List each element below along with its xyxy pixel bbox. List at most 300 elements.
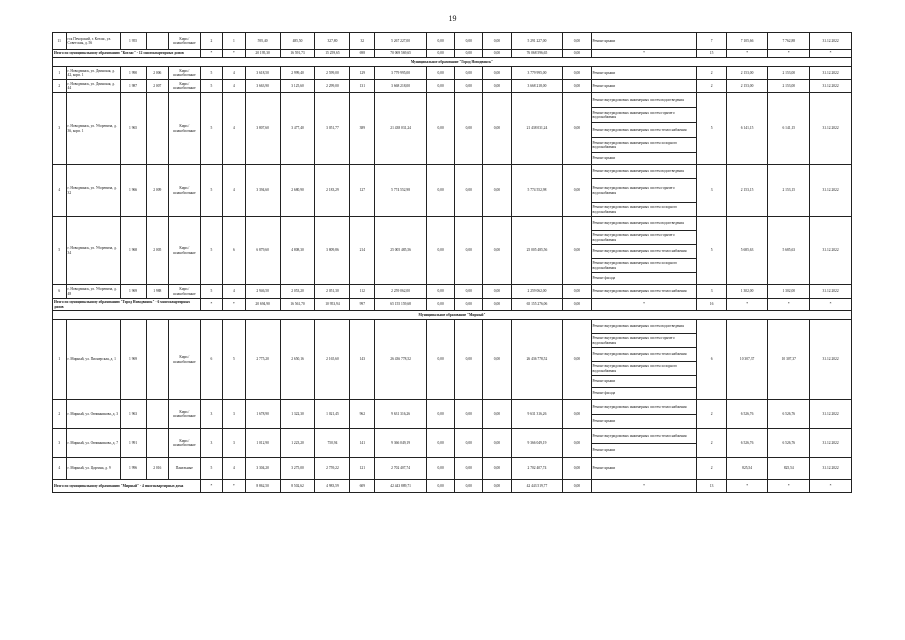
table-cell: 1 302,00 xyxy=(726,285,768,299)
table-cell: 7 762,88 xyxy=(768,33,810,50)
table-cell: * xyxy=(810,50,852,58)
table-cell: 3 668 218,00 xyxy=(511,80,563,93)
table-cell: 825,54 xyxy=(726,458,768,480)
table-cell: Ремонт внутридомовых инженерных систем горячего водоснабжения xyxy=(591,231,697,245)
table-cell: 3 807,60 xyxy=(245,93,280,165)
table-cell: 5 xyxy=(200,217,223,285)
table-cell: 16 561,70 xyxy=(280,299,315,311)
table-cell: 2 006 xyxy=(146,67,169,80)
table-cell: 2 051,30 xyxy=(315,285,350,299)
table-cell: Кирп./ шлакоблочные xyxy=(169,93,201,165)
table-cell: 0,00 xyxy=(455,480,483,493)
table-cell: 0,00 xyxy=(483,80,511,93)
table-cell: 31.12.2022 xyxy=(810,80,852,93)
table-cell: 131 xyxy=(350,80,375,93)
table-cell: г. Новодвинск, ул. Уборевича, д. 34 xyxy=(66,217,120,285)
table-cell: 2 xyxy=(697,429,726,458)
table-cell: 2 259 062,00 xyxy=(511,285,563,299)
table-cell: 5 685,63 xyxy=(768,217,810,285)
table-cell: 4 xyxy=(223,93,246,165)
table-cell: 20 694,90 xyxy=(245,299,280,311)
table-cell: 0,00 xyxy=(455,33,483,50)
table-cell: 4 808,30 xyxy=(280,217,315,285)
table-cell: Муниципальное образование "Город Новодвинск" xyxy=(53,58,852,67)
table-cell: 112 xyxy=(350,285,375,299)
table-cell: 5 xyxy=(200,285,223,299)
table-cell: * xyxy=(223,50,246,58)
table-cell: 5 xyxy=(200,67,223,80)
table-cell: Кирп./ шлакоблочные xyxy=(169,33,201,50)
table-cell: * xyxy=(200,299,223,311)
table-cell: 70 069 569,65 xyxy=(375,50,427,58)
table-cell: 2 650,16 xyxy=(280,320,315,400)
table-cell: Кирп./ шлакоблочные xyxy=(169,80,201,93)
table-cell: 3 xyxy=(53,429,67,458)
table-cell: Ремонт внутридомовых инженерных систем горячего водоснабжения xyxy=(591,108,697,123)
table-cell: 9 366 049,19 xyxy=(511,429,563,458)
table-cell: 1 991 xyxy=(120,429,146,458)
table-cell: 1 969 xyxy=(120,285,146,299)
table-cell xyxy=(146,93,169,165)
table-cell: * xyxy=(768,50,810,58)
table-cell: * xyxy=(726,50,768,58)
table-cell: 31.12.2022 xyxy=(810,285,852,299)
table-cell: 0,00 xyxy=(427,480,455,493)
table-cell: 0,00 xyxy=(563,458,591,480)
table-cell: 31.12.2022 xyxy=(810,93,852,165)
table-cell: 2 xyxy=(53,400,67,429)
table-cell: 16 xyxy=(697,299,726,311)
table-cell: 31.12.2022 xyxy=(810,33,852,50)
table-cell: Кирп./ шлакоблочные xyxy=(169,429,201,458)
table-cell: 214 xyxy=(350,217,375,285)
table-cell: 2 xyxy=(53,80,67,93)
repair-program-table xyxy=(52,32,852,493)
table-cell: Ремонт фасада xyxy=(591,273,697,285)
table-cell: Кирп./ шлакоблочные xyxy=(169,320,201,400)
table-cell: 1 996 xyxy=(120,458,146,480)
section-header-row xyxy=(53,58,852,67)
table-cell: * xyxy=(591,480,697,493)
table-row xyxy=(53,50,852,58)
table-cell: 9 631 316,26 xyxy=(375,400,427,429)
table-cell: 5 xyxy=(697,217,726,285)
table-cell: 3 125,60 xyxy=(280,80,315,93)
table-cell: г. Новодвинск, ул. Двинская, д. 44 xyxy=(66,80,120,93)
table-cell: 65 155 276,06 xyxy=(511,299,563,311)
table-cell: 26 436 778,52 xyxy=(375,320,427,400)
table-cell: 26 436 778,52 xyxy=(511,320,563,400)
table-cell: 0,00 xyxy=(483,480,511,493)
table-cell: Кирп./ шлакоблочные xyxy=(169,165,201,217)
table-cell: 1 955 xyxy=(120,33,146,50)
table-row xyxy=(53,217,852,231)
table-cell: * xyxy=(200,50,223,58)
table-cell: 3 275,00 xyxy=(280,458,315,480)
table-cell: 3 xyxy=(223,429,246,458)
table-cell: 2 702 407,74 xyxy=(375,458,427,480)
table-cell: 1 xyxy=(53,320,67,400)
table-cell: * xyxy=(768,480,810,493)
table-cell: 3 663,90 xyxy=(245,80,280,93)
table-cell: 2 xyxy=(697,80,726,93)
table-cell: 20 195,30 xyxy=(245,50,280,58)
table-cell: 2 xyxy=(697,400,726,429)
table-cell: Ремонт внутридомовых инженерных систем теплоснабжения xyxy=(591,123,697,138)
table-cell: * xyxy=(726,299,768,311)
table-cell: 2 053,20 xyxy=(280,285,315,299)
table-cell: 1 xyxy=(53,67,67,80)
table-cell: 1 965 xyxy=(120,93,146,165)
table-cell: 5 685,63 xyxy=(726,217,768,285)
table-cell: 3 xyxy=(697,285,726,299)
table-cell: 1 302,00 xyxy=(768,285,810,299)
table-row xyxy=(53,458,852,480)
table-cell: 4 983,59 xyxy=(315,480,350,493)
table-cell: Ремонт крыши xyxy=(591,67,697,80)
table-cell: 0,00 xyxy=(563,93,591,165)
table-cell: 0,00 xyxy=(563,80,591,93)
table-cell: 2 xyxy=(697,458,726,480)
table-cell: Ремонт внутридомовых инженерных систем теплоснабжения xyxy=(591,400,697,415)
table-cell: 0,00 xyxy=(483,400,511,429)
table-cell: 0,00 xyxy=(455,285,483,299)
table-cell: 42 443 519,77 xyxy=(511,480,563,493)
table-cell: 0,00 xyxy=(427,320,455,400)
table-cell: Ремонт внутридомовых инженерных систем теплоснабжения xyxy=(591,348,697,362)
table-cell: г. Новодвинск, ул. Уборевича, д. 48 xyxy=(66,285,120,299)
table-cell: 11 xyxy=(53,33,67,50)
table-cell: 0,00 xyxy=(427,217,455,285)
table-cell: 5 xyxy=(223,320,246,400)
table-cell: 1 012,90 xyxy=(245,429,280,458)
table-row xyxy=(53,429,852,444)
table-cell: 1 678,90 xyxy=(245,400,280,429)
table-row xyxy=(53,320,852,334)
table-cell: 0,00 xyxy=(563,320,591,400)
table-cell: 6 141,15 xyxy=(726,93,768,165)
table-cell: 9 631 316,26 xyxy=(511,400,563,429)
table-row xyxy=(53,400,852,415)
table-cell: Ремонт фасада xyxy=(591,388,697,400)
table-cell: 1 968 xyxy=(120,217,146,285)
table-cell: Кирп./ шлакоблочные xyxy=(169,400,201,429)
table-cell: Итого по муниципальному образованию "Город Новодвинск" - 6 многоквартирных домов xyxy=(53,299,201,311)
table-cell xyxy=(146,429,169,458)
table-cell: * xyxy=(591,50,697,58)
table-cell: 2 599,00 xyxy=(315,67,350,80)
table-cell: 121 xyxy=(350,458,375,480)
table-cell: г. Мирный, ул. Овчинникова, д. 3 xyxy=(66,400,120,429)
table-cell xyxy=(146,320,169,400)
table-cell: 0,00 xyxy=(427,80,455,93)
table-cell: 0,00 xyxy=(483,33,511,50)
table-cell: Кирп./ шлакоблочные xyxy=(169,217,201,285)
table-cell: 0,00 xyxy=(483,320,511,400)
table-cell: * xyxy=(200,480,223,493)
table-cell: 3 394,60 xyxy=(245,165,280,217)
table-cell: 0,00 xyxy=(455,67,483,80)
table-cell: 1 988 xyxy=(146,285,169,299)
table-cell: 129 xyxy=(350,67,375,80)
table-cell: 0,00 xyxy=(563,299,591,311)
table-cell: 25 005 485,56 xyxy=(511,217,563,285)
table-cell: 0,00 xyxy=(455,429,483,458)
table-row xyxy=(53,93,852,108)
table-cell: 31.12.2022 xyxy=(810,400,852,429)
table-cell: 2 702 407,74 xyxy=(511,458,563,480)
table-cell: 0,00 xyxy=(455,93,483,165)
table-cell: 6 xyxy=(223,217,246,285)
table-cell: 0,00 xyxy=(427,400,455,429)
table-cell xyxy=(146,400,169,429)
table-cell: 327,80 xyxy=(315,33,350,50)
table-cell: 0,00 xyxy=(563,480,591,493)
table-cell: 31.12.2022 xyxy=(810,320,852,400)
table-cell: 2 153,00 xyxy=(726,80,768,93)
table-cell: 0,00 xyxy=(483,299,511,311)
table-cell: 6 526,76 xyxy=(768,429,810,458)
table-cell: * xyxy=(591,299,697,311)
table-cell: 2 183,29 xyxy=(315,165,350,217)
table-cell: 1 987 xyxy=(120,80,146,93)
table-cell: 15 259,65 xyxy=(315,50,350,58)
table-cell: 0,00 xyxy=(563,33,591,50)
table-cell: Ремонт внутридомовых инженерных систем водоотведения xyxy=(591,217,697,231)
table-cell: Кирп./ шлакоблочные xyxy=(169,67,201,80)
table-cell: 0,00 xyxy=(563,50,591,58)
table-cell: 8 862,50 xyxy=(245,480,280,493)
table-cell: 7 xyxy=(697,33,726,50)
table-cell: 2 299,00 xyxy=(315,80,350,93)
table-cell: 2 165,60 xyxy=(315,320,350,400)
table-cell: 0,00 xyxy=(483,429,511,458)
table-cell: 3 668 218,00 xyxy=(375,80,427,93)
table-cell: 2 775,20 xyxy=(245,320,280,400)
table-cell: 2 759,22 xyxy=(315,458,350,480)
table-cell: 3 779 995,00 xyxy=(511,67,563,80)
table-row xyxy=(53,165,852,179)
table-cell: 4 xyxy=(53,458,67,480)
table-cell: 31.12.2022 xyxy=(810,429,852,458)
table-cell: 65 155 159,68 xyxy=(375,299,427,311)
table-row xyxy=(53,67,852,80)
table-cell: 3 618,50 xyxy=(245,67,280,80)
table-cell: 5 xyxy=(200,80,223,93)
table-cell: 3 304,20 xyxy=(245,458,280,480)
table-cell: 3 xyxy=(200,429,223,458)
table-cell: 6 879,60 xyxy=(245,217,280,285)
table-cell: 143 xyxy=(350,320,375,400)
table-cell: 2 007 xyxy=(146,80,169,93)
table-cell: 0,00 xyxy=(427,67,455,80)
table-cell: Ремонт крыши xyxy=(591,80,697,93)
table-cell: 0,00 xyxy=(483,458,511,480)
table-cell: * xyxy=(810,299,852,311)
table-cell: 16 591,73 xyxy=(280,50,315,58)
table-cell: 42 443 889,71 xyxy=(375,480,427,493)
table-cell: * xyxy=(223,299,246,311)
table-cell: 0,00 xyxy=(427,50,455,58)
table-cell: 997 xyxy=(350,299,375,311)
table-cell: 0,00 xyxy=(427,165,455,217)
table-cell: Итого по муниципальному образованию "Котлас" - 12 многоквартирных домов xyxy=(53,50,201,58)
table-cell: 9 366 049,19 xyxy=(375,429,427,458)
table-cell: Ремонт внутридомовых инженерных систем горячего водоснабжения xyxy=(591,179,697,203)
table-cell: 5 xyxy=(53,217,67,285)
table-cell: 32 xyxy=(350,33,375,50)
table-cell: 962 xyxy=(350,400,375,429)
table-cell: Ремонт крыши xyxy=(591,376,697,388)
table-cell: Ремонт внутридомовых инженерных систем водоотведения xyxy=(591,93,697,108)
table-cell: Ремонт внутридомовых инженерных систем теплоснабжения xyxy=(591,245,697,259)
table-cell: Ремонт внутридомовых инженерных систем холодного водоснабжения xyxy=(591,203,697,217)
table-cell: 31.12.2022 xyxy=(810,217,852,285)
table-cell: 0,00 xyxy=(427,299,455,311)
table-cell: 8 502,62 xyxy=(280,480,315,493)
table-cell: * xyxy=(726,480,768,493)
table-cell: Кирп./ шлакоблочные xyxy=(169,285,201,299)
table-cell: Ремонт крыши xyxy=(591,415,697,429)
table-cell: 3 xyxy=(200,400,223,429)
table-cell: 6 526,76 xyxy=(726,429,768,458)
table-cell: 4 xyxy=(53,165,67,217)
table-cell: Ремонт крыши xyxy=(591,458,697,480)
table-row xyxy=(53,480,852,493)
table-cell: * xyxy=(810,480,852,493)
table-cell: 5 xyxy=(200,165,223,217)
table-cell: 4 xyxy=(223,458,246,480)
table-cell: 0,00 xyxy=(563,400,591,429)
table-cell: 1 xyxy=(223,33,246,50)
table-cell: 0,00 xyxy=(563,429,591,458)
table-cell: г. Мирный, ул. Царгина, д. 9 xyxy=(66,458,120,480)
table-cell: 609 xyxy=(350,480,375,493)
table-cell: 0,00 xyxy=(455,80,483,93)
table-row xyxy=(53,285,852,299)
table-cell: 3 xyxy=(223,400,246,429)
table-cell: * xyxy=(768,299,810,311)
section-header-row xyxy=(53,311,852,320)
table-cell: 3 779 995,00 xyxy=(375,67,427,80)
table-cell: 2 153,15 xyxy=(726,165,768,217)
table-cell: 698 xyxy=(350,50,375,58)
table-cell: 2 005 xyxy=(146,217,169,285)
table-cell: 595,40 xyxy=(245,33,280,50)
table-cell: 6 xyxy=(200,320,223,400)
table-cell: Итого по муниципальному образованию "Мирный" - 4 многоквартирных дома xyxy=(53,480,201,493)
table-cell: 2 680,90 xyxy=(280,165,315,217)
table-cell: 3 xyxy=(697,165,726,217)
table-cell: 15 xyxy=(697,50,726,58)
table-cell: 7 105,66 xyxy=(726,33,768,50)
table-cell: 5 267 227,00 xyxy=(375,33,427,50)
table-cell: Ремонт крыши xyxy=(591,444,697,458)
table-cell: 25 005 485,56 xyxy=(375,217,427,285)
table-cell: г. Мирный, ул. Пионерская, д. 1 xyxy=(66,320,120,400)
table-cell: 21 438 031,24 xyxy=(375,93,427,165)
table-cell: 0,00 xyxy=(483,165,511,217)
table-cell: 0,00 xyxy=(455,400,483,429)
table-cell: Ремонт внутридомовых инженерных систем теплоснабжения xyxy=(591,429,697,444)
table-cell: Ремонт внутридомовых инженерных систем водоотведения xyxy=(591,165,697,179)
table-cell: 0,00 xyxy=(483,50,511,58)
table-cell: 1 966 xyxy=(120,165,146,217)
table-cell: 0,00 xyxy=(427,429,455,458)
table-cell: 3 477,40 xyxy=(280,93,315,165)
table-cell: 0,00 xyxy=(483,217,511,285)
table-cell: 2 009 xyxy=(146,165,169,217)
table-cell: 1 322,30 xyxy=(280,400,315,429)
table-cell: 21 438 031,24 xyxy=(511,93,563,165)
table-cell: 4 xyxy=(223,67,246,80)
table-cell: Ремонт крыши xyxy=(591,153,697,165)
table-cell: 2 153,15 xyxy=(768,165,810,217)
table-cell: 0,00 xyxy=(563,217,591,285)
table-cell: 2 xyxy=(697,67,726,80)
table-cell: 31.12.2022 xyxy=(810,458,852,480)
table-cell: * xyxy=(223,480,246,493)
table-cell: 10 953,94 xyxy=(315,299,350,311)
table-cell: 127 xyxy=(350,165,375,217)
table-cell: 750,94 xyxy=(315,429,350,458)
table-cell: 0,00 xyxy=(455,299,483,311)
table-cell: 31.12.2022 xyxy=(810,67,852,80)
table-row xyxy=(53,80,852,93)
table-cell: 2 946,50 xyxy=(245,285,280,299)
table-cell: 0,00 xyxy=(563,285,591,299)
table-cell: г. Новодвинск, ул. Уборевича, д. 32 xyxy=(66,165,120,217)
table-cell: Ремонт внутридомовых инженерных систем холодного водоснабжения xyxy=(591,138,697,153)
table-cell: 10 307,37 xyxy=(726,320,768,400)
table-cell: 5 291 227,00 xyxy=(511,33,563,50)
table-cell: 6 141,15 xyxy=(768,93,810,165)
table-cell: 0,00 xyxy=(427,458,455,480)
table-cell: 13 xyxy=(697,480,726,493)
table-cell: 3 809,86 xyxy=(315,217,350,285)
table-cell xyxy=(146,33,169,50)
table-cell: 485,50 xyxy=(280,33,315,50)
table-cell: Ремонт внутридомовых инженерных систем холодного водоснабжения xyxy=(591,259,697,273)
table-cell: 6 xyxy=(697,320,726,400)
table-cell: 0,00 xyxy=(563,165,591,217)
table-cell: 0,00 xyxy=(427,285,455,299)
table-cell: 6 526,76 xyxy=(726,400,768,429)
table-cell: 5 xyxy=(200,458,223,480)
table-cell: 0,00 xyxy=(455,217,483,285)
table-row xyxy=(53,33,852,50)
table-cell: 0,00 xyxy=(483,285,511,299)
table-cell: г. Новодвинск, ул. Уборевича, д. 36, корп. 1 xyxy=(66,93,120,165)
table-cell: 0,00 xyxy=(455,458,483,480)
table-cell: 4 xyxy=(223,80,246,93)
table-cell: 3 xyxy=(53,93,67,165)
table-cell: 4 xyxy=(223,285,246,299)
table-cell: 2 xyxy=(200,33,223,50)
table-cell: 825,54 xyxy=(768,458,810,480)
table-cell: 1 963 xyxy=(120,400,146,429)
table-cell: Ремонт крыши xyxy=(591,33,697,50)
table-cell: Ремонт внутридомовых инженерных систем холодного водоснабжения xyxy=(591,362,697,376)
table-cell: 1 021,45 xyxy=(315,400,350,429)
table-cell: 3 051,77 xyxy=(315,93,350,165)
table-cell: 1 223,20 xyxy=(280,429,315,458)
table-cell: 1 990 xyxy=(120,67,146,80)
table-cell: Ремонт внутридомовых инженерных систем теплоснабжения xyxy=(591,285,697,299)
table-cell: 5 xyxy=(697,93,726,165)
table-cell: Панельные xyxy=(169,458,201,480)
table-cell: 1 969 xyxy=(120,320,146,400)
